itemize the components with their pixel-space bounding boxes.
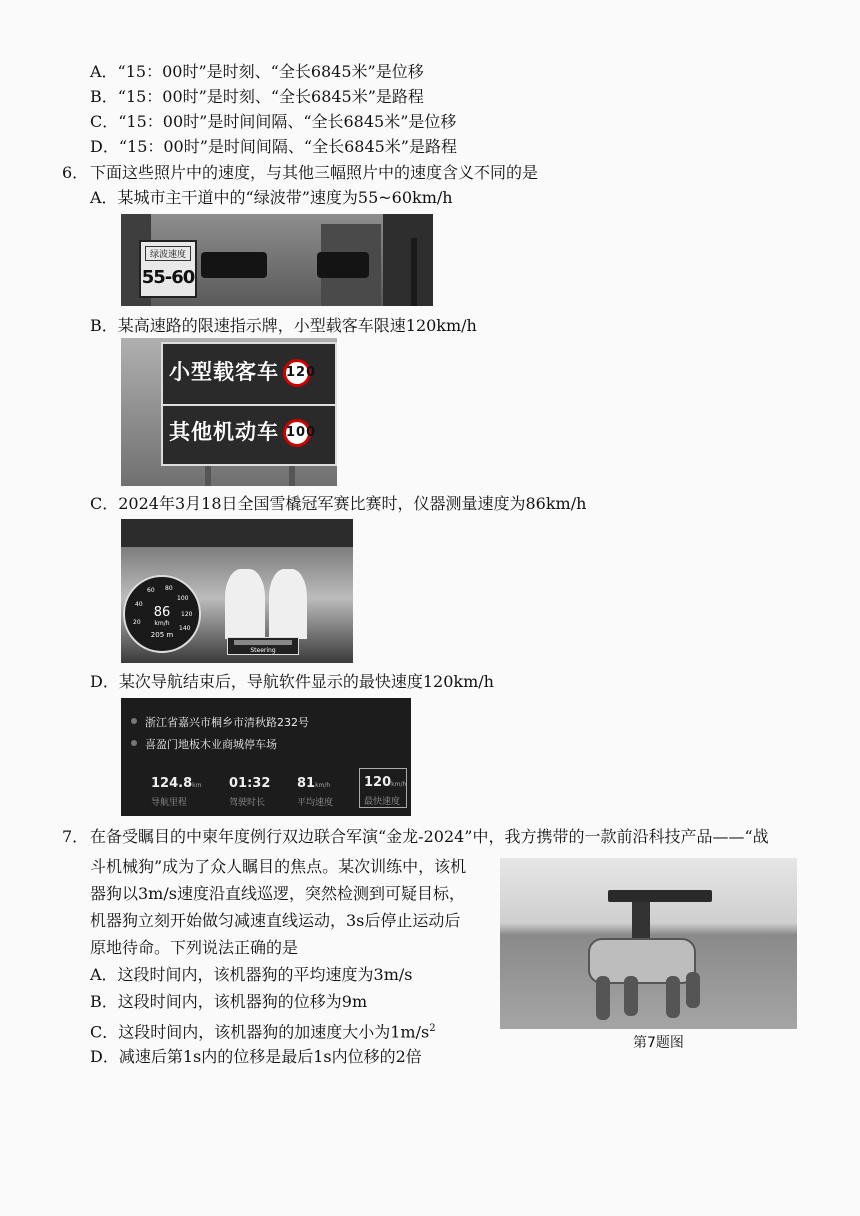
- green-wave-sign-title: 绿波速度: [145, 246, 191, 261]
- traffic-light-left: [201, 252, 267, 278]
- q7-option-d: D．减速后第1s内的位移是最后1s内位移的2倍: [90, 1047, 422, 1066]
- q7-option-b: B．这段时间内，该机器狗的位移为9m: [90, 992, 368, 1011]
- gauge-tick-100: 100: [177, 595, 189, 602]
- gauge-tick-80: 80: [165, 585, 173, 592]
- traffic-light-right: [317, 252, 369, 278]
- green-wave-sign-value: 55-60: [141, 267, 195, 288]
- q7-option-a: A．这段时间内，该机器狗的平均速度为3m/s: [90, 965, 413, 984]
- gauge-tick-140: 140: [179, 625, 191, 632]
- q7-stem-line-4: 机器狗立刻开始做匀减速直线运动，3s后停止运动后: [90, 911, 461, 930]
- photo-bobsled-dashboard: [121, 519, 353, 663]
- green-wave-sign: [139, 240, 197, 298]
- q6-option-a: A．某城市主干道中的“绿波带”速度为55~60km/h: [90, 188, 453, 207]
- sign-row2-text: 其他机动车: [169, 420, 279, 444]
- photo-green-wave-signal: [121, 214, 433, 306]
- speed-limit-panel: [161, 342, 337, 466]
- sign-row2-limit: 100: [283, 419, 311, 447]
- q5-option-c: C．“15：00时”是时间间隔、“全长6845米”是位移: [90, 112, 457, 131]
- gauge-distance: 205 m: [150, 631, 174, 639]
- q7-number: 7．: [62, 827, 89, 846]
- q6-number: 6．: [62, 163, 89, 182]
- q6-option-d: D．某次导航结束后，导航软件显示的最快速度120km/h: [90, 672, 494, 691]
- q7-stem-line-3: 器狗以3m/s速度沿直线巡逻，突然检测到可疑目标，: [90, 884, 465, 903]
- sign-row1-limit: 120: [283, 359, 311, 387]
- q5-option-a: A．“15：00时”是时刻、“全长6845米”是位移: [90, 62, 424, 81]
- q7-option-c: C．这段时间内，该机器狗的加速度大小为$1m/s^2$: [90, 1022, 436, 1042]
- q5-option-d: D．“15：00时”是时间间隔、“全长6845米”是路程: [90, 137, 457, 156]
- speedometer-gauge: [123, 575, 201, 653]
- gauge-tick-40: 40: [135, 601, 143, 608]
- q5-option-b: B．“15：00时”是时刻、“全长6845米”是路程: [90, 87, 424, 106]
- gauge-tick-20: 20: [133, 619, 141, 626]
- nav-stat-duration: 01:32 驾驶时长: [229, 776, 271, 808]
- gauge-speed-unit: km/h: [154, 620, 170, 627]
- q6-stem: 下面这些照片中的速度，与其他三幅照片中的速度含义不同的是: [90, 163, 539, 182]
- photo-robot-dog: [500, 858, 797, 1029]
- gauge-speed-value: 86: [153, 605, 171, 620]
- photo-speed-limit-sign: [121, 338, 337, 486]
- q7-option-c-exponent: 2: [429, 1023, 436, 1034]
- figure-7-caption: 第7题图: [633, 1035, 684, 1051]
- nav-stat-max-speed: 120km/h 最快速度: [359, 768, 407, 808]
- q7-stem-line-5: 原地待命。下列说法正确的是: [90, 938, 299, 957]
- nav-stat-average-speed: 81km/h 平均速度: [297, 776, 334, 808]
- q7-stem-line-1: 在备受瞩目的中柬年度例行双边联合军演“金龙-2024”中，我方携带的一款前沿科技产品——“战: [90, 827, 769, 846]
- steering-label: Steering: [250, 647, 276, 654]
- q7-stem-line-2: 斗机械狗”成为了众人瞩目的焦点。某次训练中，该机: [90, 857, 467, 876]
- sign-row1-text: 小型载客车: [169, 360, 279, 384]
- nav-stat-distance: 124.8km 导航里程: [151, 776, 202, 808]
- nav-origin-address: 浙江省嘉兴市桐乡市清秋路232号: [145, 716, 309, 729]
- gauge-tick-60: 60: [147, 587, 155, 594]
- robot-gun: [608, 890, 712, 902]
- steering-indicator: [227, 637, 299, 655]
- photo-navigation-summary: [121, 698, 411, 816]
- q6-option-b: B．某高速路的限速指示牌，小型载客车限速120km/h: [90, 316, 477, 335]
- q6-option-c: C．2024年3月18日全国雪橇冠军赛比赛时，仪器测量速度为86km/h: [90, 494, 587, 513]
- gauge-tick-120: 120: [181, 611, 193, 618]
- nav-destination-address: 喜盈门地板木业商城停车场: [145, 738, 277, 751]
